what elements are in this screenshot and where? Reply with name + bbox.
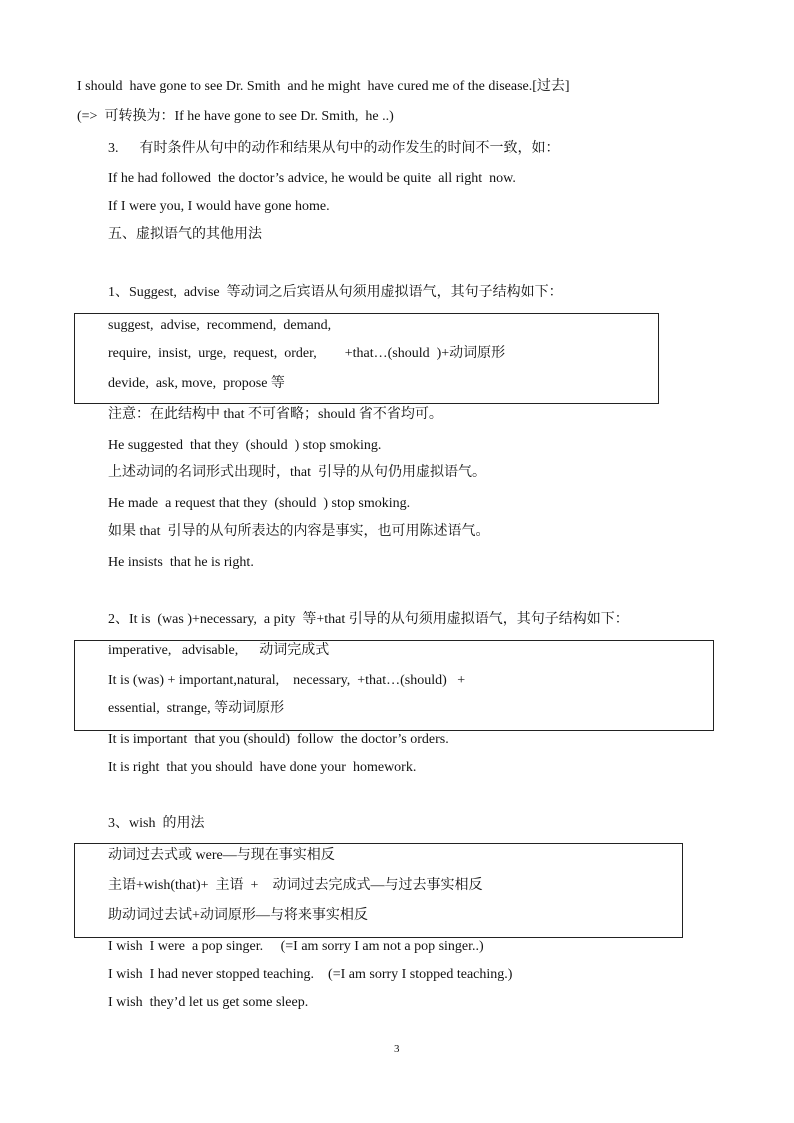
text-line-5: If I were you, I would have gone home. xyxy=(108,199,330,214)
text-line-11: He made a request that they (should ) stop smoking. xyxy=(108,496,411,511)
text-line-20: I wish they’d let us get some sleep. xyxy=(108,995,309,1010)
text-line-2: (=> 可转换为：If he have gone to see Dr. Smith, he ..) xyxy=(77,109,394,124)
box2-row-2: It is (was) + important,natural, necessary, +that…(should) + xyxy=(108,673,466,688)
text-line-15: It is important that you (should) follow the doctor’s orders. xyxy=(108,732,449,747)
box1-row-3: devide, ask, move, propose 等 xyxy=(108,376,285,391)
subsection-heading-3: 3、wish 的用法 xyxy=(108,816,205,831)
structure-box-3 xyxy=(74,843,683,938)
box3-row-1: 动词过去式或 were—与现在事实相反 xyxy=(108,848,335,863)
box3-row-3: 助动词过去试+动词原形—与将来事实相反 xyxy=(108,908,368,923)
text-line-16: It is right that you should have done your homework. xyxy=(108,760,417,775)
box1-row-1: suggest, advise, recommend, demand, xyxy=(108,318,332,333)
text-line-3: 3. 有时条件从句中的动作和结果从句中的动作发生的时间不一致，如： xyxy=(108,141,560,156)
box2-row-3: essential, strange, 等动词原形 xyxy=(108,701,285,716)
text-line-13: He insists that he is right. xyxy=(108,555,254,570)
text-line-8: 注意：在此结构中 that 不可省略；should 省不省均可。 xyxy=(108,407,443,422)
box1-row-2: require, insist, urge, request, order, +that…(should )+动词原形 xyxy=(108,346,506,361)
text-line-10: 上述动词的名词形式出现时，that 引导的从句仍用虚拟语气。 xyxy=(108,465,486,480)
text-line-9: He suggested that they (should ) stop smoking. xyxy=(108,438,382,453)
box3-row-2: 主语+wish(that)+ 主语 + 动词过去完成式—与过去事实相反 xyxy=(108,878,483,893)
page-number: 3 xyxy=(394,1043,400,1055)
box2-row-1: imperative, advisable, 动词完成式 xyxy=(108,643,330,658)
section-heading: 五、虚拟语气的其他用法 xyxy=(108,227,262,242)
text-line-12: 如果 that 引导的从句所表达的内容是事实，也可用陈述语气。 xyxy=(108,524,490,539)
text-line-19: I wish I had never stopped teaching. (=I am sorry I stopped teaching.) xyxy=(108,967,513,982)
subsection-heading-2: 2、It is (was )+necessary, a pity 等+that 引导的从句须用虚拟语气，其句子结构如下： xyxy=(108,612,629,627)
subsection-heading-1: 1、Suggest, advise 等动词之后宾语从句须用虚拟语气，其句子结构如下： xyxy=(108,285,563,300)
structure-box-2 xyxy=(74,640,714,731)
text-line-18: I wish I were a pop singer. (=I am sorry I am not a pop singer..) xyxy=(108,939,484,954)
text-line-1: I should have gone to see Dr. Smith and he might have cured me of the disease.[过去] xyxy=(77,79,570,94)
text-line-4: If he had followed the doctor’s advice, he would be quite all right now. xyxy=(108,171,516,186)
structure-box-1 xyxy=(74,313,659,404)
